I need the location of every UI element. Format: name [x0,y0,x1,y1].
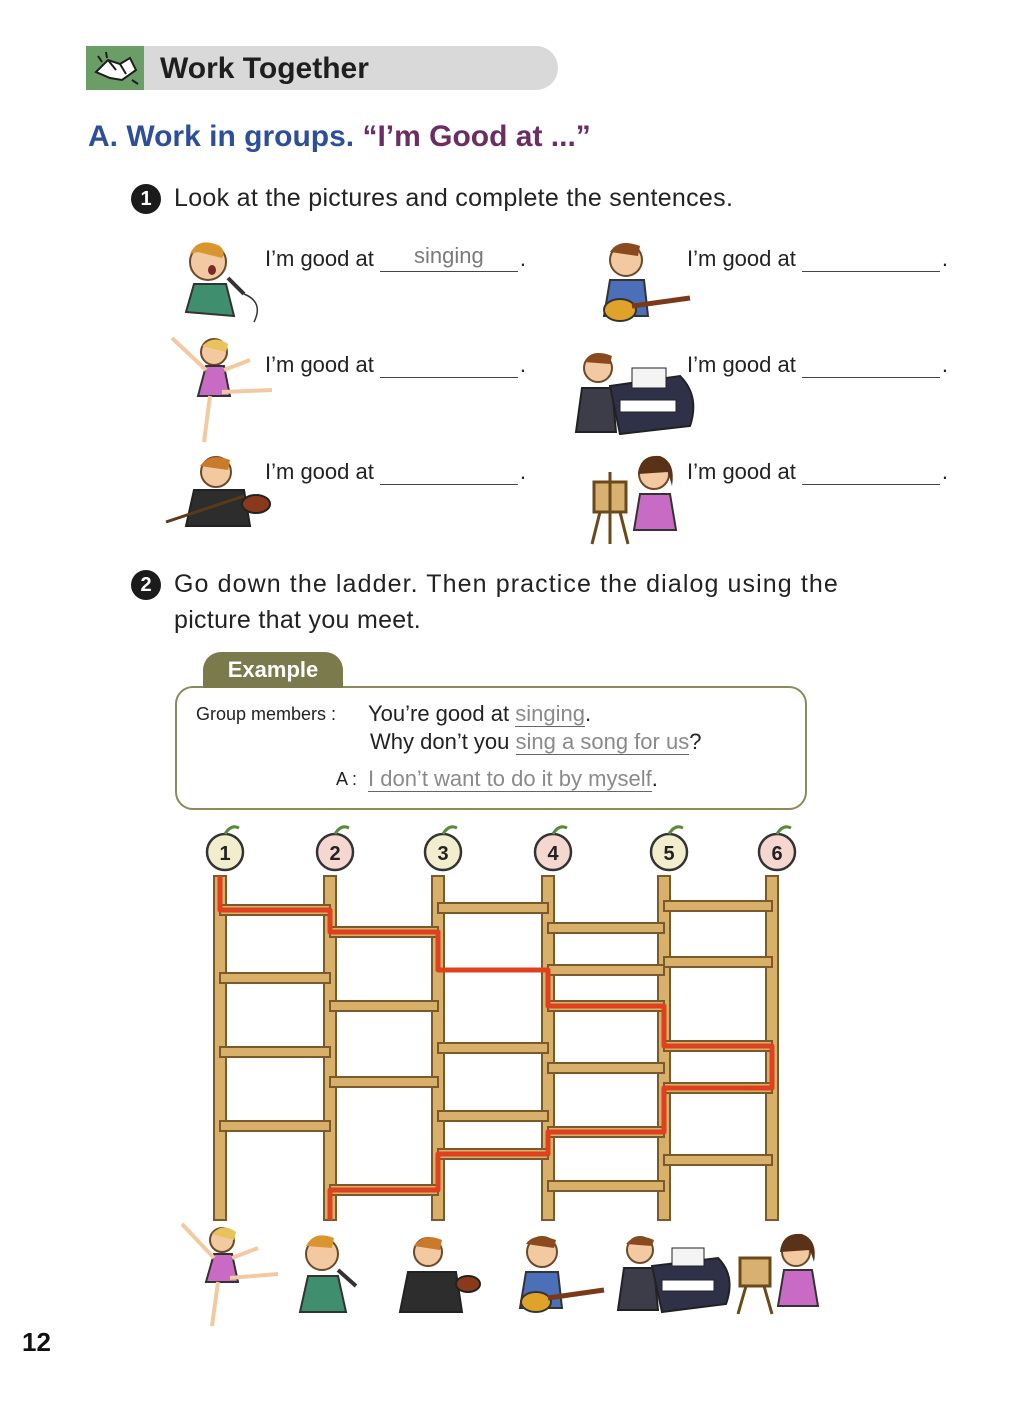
line2-prefix: Why don’t you [370,729,510,754]
answer-blank-1[interactable]: singing [380,243,518,272]
ladder-rung [548,1181,664,1191]
part-subtitle: “I’m Good at ...” [362,120,591,153]
line1-fill: singing [515,701,585,726]
boy-guitar-picture [578,236,698,328]
handshake-icon [86,46,144,90]
apple-5[interactable] [651,827,687,870]
line3-fill: I don’t want to do it by myself [368,766,652,791]
sentence-5 [265,456,526,485]
ladder-apples [207,827,795,870]
line2-suffix: ? [689,729,702,754]
boy-violin-picture [164,452,276,530]
sentence-1 [265,243,526,272]
task1-instruction: Look at the pictures and complete the sentences. [174,184,734,212]
sentence-6 [687,456,948,485]
part-title [88,120,591,154]
apple-number: 5 [663,843,675,865]
apple-number: 1 [219,843,231,865]
boy-singing-picture [168,232,268,328]
sentence-prefix: I’m good at [265,246,374,271]
speaker-a: A : [336,769,358,789]
line3-suffix: . [651,766,658,791]
ladder-rung [220,1121,330,1131]
sentence-period: . [941,352,948,377]
sentence-prefix: I’m good at [265,459,374,484]
apple-leaf-icon [443,827,457,834]
bottom-boy-violin-picture [380,1232,484,1316]
sentence-period: . [941,459,948,484]
ladder-rung [664,957,772,967]
bottom-girl-dancing-picture [178,1218,282,1330]
bottom-boy-piano-picture [614,1230,734,1314]
apple-leaf-icon [553,827,567,834]
answer-blank-4[interactable] [802,349,940,378]
section-title: Work Together [160,52,369,85]
apple-3[interactable] [425,827,461,870]
sentence-prefix: I’m good at [687,459,796,484]
page-number: 12 [22,1327,51,1357]
apple-leaf-icon [669,827,683,834]
ladder-rung [664,901,772,911]
task1-number-badge: 1 [131,184,161,214]
task2-number-badge: 2 [131,570,161,600]
sentence-2 [687,243,948,272]
sentence-4 [687,349,948,378]
sentence-period: . [519,459,526,484]
ladder-rung [438,903,548,913]
example-line-2 [370,729,701,755]
apple-2[interactable] [317,827,353,870]
apple-4[interactable] [535,827,571,870]
apple-number: 3 [437,843,449,865]
bottom-boy-guitar-picture [496,1230,610,1318]
answer-blank-5[interactable] [380,456,518,485]
example-line-1 [368,701,591,727]
sentence-period: . [519,246,526,271]
ladder-rung [548,1063,664,1073]
line2-fill: sing a song for us [515,729,690,754]
boy-piano-picture [570,346,700,438]
ladder-rung [330,1001,438,1011]
line1-prefix: You’re good at [368,701,510,726]
apple-number: 2 [329,843,341,865]
sentence-period: . [941,246,948,271]
apple-leaf-icon [335,827,349,834]
apple-6[interactable] [759,827,795,870]
ladder-rung [330,1077,438,1087]
bottom-girl-painting-picture [734,1230,824,1316]
ladder-rung [438,1043,548,1053]
sentence-prefix: I’m good at [265,352,374,377]
answer-blank-3[interactable] [380,349,518,378]
example-tab: Example [203,652,343,688]
sentence-prefix: I’m good at [687,246,796,271]
ladder-rung [548,923,664,933]
apple-leaf-icon [225,827,239,834]
ladder-game [190,820,810,1240]
sentence-period: . [519,352,526,377]
task2-instruction-line2: picture that you meet. [174,606,422,634]
ladder-rung [220,973,330,983]
line1-suffix: . [584,701,592,726]
sentence-prefix: I’m good at [687,352,796,377]
girl-dancing-picture [166,330,276,448]
example-line-3 [368,766,658,792]
speaker-group-members: Group members : [196,704,337,724]
apple-leaf-icon [777,827,791,834]
apple-number: 4 [547,843,559,865]
sentence-3 [265,349,526,378]
ladder-rung [664,1155,772,1165]
apple-1[interactable] [207,827,243,870]
answer-blank-2[interactable] [802,243,940,272]
answer-blank-6[interactable] [802,456,940,485]
ladder-rung [548,965,664,975]
girl-painting-picture [586,452,682,544]
part-label: A. Work in groups. [88,120,355,153]
task2-instruction-line1: Go down the ladder. Then practice the dialog using the [174,570,839,598]
ladder-rung [438,1111,548,1121]
ladder-rung [220,1047,330,1057]
apple-number: 6 [771,843,783,865]
bottom-boy-singing-picture [286,1228,376,1318]
